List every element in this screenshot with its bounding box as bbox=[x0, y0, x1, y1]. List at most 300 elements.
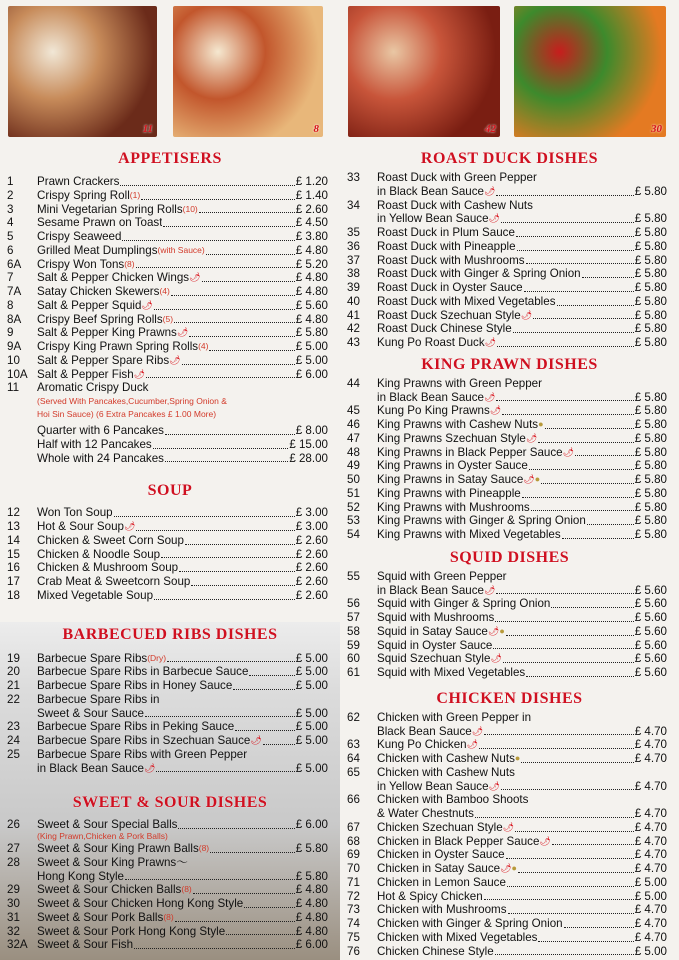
menu-item bbox=[0, 326, 340, 340]
item-name: Sweet & Sour King Prawn Balls bbox=[37, 842, 199, 855]
item-name: Satay Chicken Skewers bbox=[37, 285, 160, 298]
dot-leader bbox=[174, 322, 295, 323]
dot-leader bbox=[531, 510, 634, 511]
menu-item-continued bbox=[340, 584, 679, 598]
menu-item bbox=[0, 175, 340, 189]
duck-option bbox=[0, 452, 340, 466]
item-price: £ 5.80 bbox=[634, 281, 667, 294]
menu-item bbox=[0, 561, 340, 575]
item-name-wrap bbox=[37, 340, 208, 354]
dot-leader bbox=[508, 913, 634, 914]
item-name: Chicken & Noodle Soup bbox=[37, 547, 161, 561]
menu-item bbox=[0, 230, 340, 244]
item-price: £ 5.00 bbox=[634, 889, 667, 903]
item-price: £ 4.70 bbox=[634, 752, 667, 765]
duck-option bbox=[0, 424, 340, 438]
item-name-wrap bbox=[377, 848, 505, 862]
item-name: Barbecue Spare Ribs in Barbecue Sauce bbox=[37, 665, 249, 679]
item-name: Half with 12 Pancakes bbox=[37, 437, 152, 451]
item-name-wrap bbox=[37, 299, 153, 313]
item-number: 65 bbox=[347, 765, 360, 779]
roast-duck-photo bbox=[348, 6, 500, 137]
item-number: 28 bbox=[7, 855, 20, 869]
item-name-wrap bbox=[37, 438, 152, 452]
chili-icon: 🌶 bbox=[189, 272, 201, 283]
item-number: 35 bbox=[347, 226, 360, 239]
item-name: Salt & Pepper Chicken Wings bbox=[37, 271, 190, 285]
item-price: £ 5.00 bbox=[295, 734, 328, 747]
item-number: 39 bbox=[347, 281, 360, 294]
menu-item bbox=[0, 520, 340, 534]
item-number: 8A bbox=[7, 312, 22, 326]
item-number: 73 bbox=[347, 903, 360, 917]
item-number: 19 bbox=[7, 651, 20, 665]
item-name-wrap bbox=[377, 199, 533, 213]
item-name: in Black Bean Sauce bbox=[37, 761, 144, 775]
item-name-wrap bbox=[37, 818, 177, 832]
item-name-wrap bbox=[377, 835, 551, 849]
dot-leader bbox=[497, 346, 634, 347]
item-name-wrap bbox=[377, 309, 532, 323]
item-name: Squid Szechuan Style bbox=[377, 652, 491, 666]
chili-icon: 🌶 bbox=[502, 821, 515, 832]
dot-leader bbox=[496, 195, 633, 196]
item-name: Chicken in Black Pepper Sauce bbox=[377, 834, 540, 848]
item-name: Grilled Meat Dumplings bbox=[37, 243, 158, 257]
item-number: 3 bbox=[7, 202, 14, 216]
item-name-wrap bbox=[377, 514, 586, 528]
item-number: 11 bbox=[7, 381, 20, 395]
item-price: £ 5.20 bbox=[295, 257, 328, 271]
dot-leader bbox=[163, 226, 294, 227]
duck-note-line-2: Hoi Sin Sauce) (6 Extra Pancakes £ 1.00 More) bbox=[37, 409, 217, 419]
chili-icon: 🌶 bbox=[520, 309, 533, 320]
item-name-wrap bbox=[377, 793, 528, 807]
menu-item bbox=[340, 903, 679, 917]
menu-item bbox=[0, 506, 340, 520]
item-name: Barbecue Spare Ribs in Szechuan Sauce bbox=[37, 734, 251, 747]
item-name-wrap bbox=[377, 418, 544, 432]
menu-item bbox=[340, 254, 679, 268]
item-price: £ 1.20 bbox=[295, 175, 328, 188]
item-number: 43 bbox=[347, 336, 360, 349]
item-name-wrap bbox=[377, 903, 507, 917]
item-price: £ 15.00 bbox=[289, 437, 328, 451]
menu-item bbox=[0, 216, 340, 230]
item-name: Roast Duck with Pineapple bbox=[377, 239, 516, 253]
dot-leader bbox=[496, 593, 633, 594]
dot-leader bbox=[524, 291, 634, 292]
item-name-wrap bbox=[37, 506, 113, 520]
item-name-wrap bbox=[37, 679, 232, 693]
item-number: 70 bbox=[347, 862, 360, 875]
item-name: Roast Duck with Mushrooms bbox=[377, 253, 525, 267]
menu-item bbox=[0, 665, 340, 679]
item-price: £ 5.80 bbox=[634, 404, 667, 418]
menu-item bbox=[340, 752, 679, 766]
menu-item bbox=[340, 890, 679, 904]
item-price: £ 4.70 bbox=[634, 724, 667, 738]
duck-pancake-photo bbox=[8, 6, 157, 137]
king-prawn-list bbox=[340, 377, 679, 542]
item-portion: (4) bbox=[159, 286, 170, 296]
item-name-wrap bbox=[37, 520, 135, 534]
item-name-wrap bbox=[377, 766, 515, 780]
item-price: £ 2.60 bbox=[295, 575, 328, 588]
item-name: Roast Duck in Plum Sauce bbox=[377, 226, 515, 239]
dot-leader bbox=[495, 621, 633, 622]
chili-icon: 🌶 bbox=[484, 185, 496, 196]
item-number: 56 bbox=[347, 597, 360, 611]
dot-leader bbox=[156, 771, 294, 772]
menu-item bbox=[340, 226, 679, 240]
item-number: 30 bbox=[7, 897, 20, 910]
item-name: Hot & Sour Soup bbox=[37, 520, 125, 533]
item-name: Squid with Mushrooms bbox=[377, 611, 495, 624]
chili-icon: 🌶 bbox=[176, 327, 189, 338]
salt-pepper-squid-photo bbox=[173, 6, 323, 137]
item-name-wrap bbox=[377, 336, 496, 350]
dot-leader bbox=[501, 789, 634, 790]
item-number: 8 bbox=[7, 298, 14, 312]
item-name: Barbecue Spare Ribs in bbox=[37, 692, 160, 706]
item-name: Sweet & Sour Sauce bbox=[37, 706, 144, 720]
item-price: £ 4.70 bbox=[634, 807, 667, 820]
item-name: Sweet & Sour Pork Hong Kong Style bbox=[37, 924, 226, 938]
item-number: 74 bbox=[347, 917, 360, 930]
menu-item bbox=[340, 931, 679, 945]
dot-leader bbox=[551, 607, 633, 608]
item-name-wrap bbox=[377, 584, 495, 598]
item-name: Roast Duck Szechuan Style bbox=[377, 308, 521, 322]
nut-icon: ● bbox=[538, 419, 544, 429]
item-name: Salt & Pepper Squid bbox=[37, 298, 142, 312]
squid-heading: SQUID DISHES bbox=[449, 548, 570, 566]
menu-item bbox=[0, 911, 340, 925]
chili-icon: 🌶 bbox=[500, 863, 512, 873]
menu-item bbox=[340, 666, 679, 680]
item-name: Crispy Spring Roll bbox=[37, 188, 130, 202]
photo-number: 11 bbox=[142, 123, 153, 135]
chili-icon: 🌶 bbox=[488, 780, 500, 791]
dot-leader bbox=[501, 222, 634, 223]
item-name-wrap bbox=[377, 446, 574, 460]
menu-item bbox=[0, 897, 340, 911]
item-name: Hot & Spicy Chicken bbox=[377, 889, 483, 903]
item-name-wrap bbox=[377, 639, 492, 653]
menu-item bbox=[0, 818, 340, 832]
item-name-wrap bbox=[37, 883, 192, 897]
item-name-wrap bbox=[37, 313, 173, 327]
item-name: Squid in Oyster Sauce bbox=[377, 638, 493, 652]
item-name-wrap bbox=[377, 226, 515, 240]
duck-note-line-1: (Served With Pancakes,Cucumber,Spring Onion & bbox=[37, 396, 227, 406]
dot-leader bbox=[134, 948, 295, 949]
item-name-wrap bbox=[377, 432, 537, 446]
item-price: £ 4.70 bbox=[634, 862, 667, 875]
item-price: £ 5.00 bbox=[295, 720, 328, 734]
menu-item-continued bbox=[340, 185, 679, 199]
item-name-wrap bbox=[37, 216, 162, 230]
item-name: Mini Vegetarian Spring Rolls bbox=[37, 202, 183, 216]
item-price: £ 5.00 bbox=[295, 679, 328, 692]
item-number: 66 bbox=[347, 793, 360, 807]
item-number: 40 bbox=[347, 294, 360, 308]
dot-leader bbox=[206, 254, 295, 255]
item-name-wrap bbox=[37, 589, 153, 603]
item-number: 61 bbox=[347, 666, 360, 679]
menu-item bbox=[340, 281, 679, 295]
dot-leader bbox=[161, 557, 295, 558]
item-name-wrap bbox=[377, 391, 495, 405]
item-number: 6A bbox=[7, 257, 22, 271]
item-name: Roast Duck with Ginger & Spring Onion bbox=[377, 267, 581, 281]
item-price: £ 4.80 bbox=[295, 243, 328, 257]
item-price: £ 1.40 bbox=[295, 188, 328, 202]
item-name-wrap bbox=[377, 377, 542, 391]
item-name: Hong Kong Style bbox=[37, 869, 125, 883]
menu-item bbox=[0, 679, 340, 693]
item-number: 41 bbox=[347, 308, 360, 322]
item-number: 12 bbox=[7, 506, 20, 520]
menu-item bbox=[340, 862, 679, 876]
item-number: 71 bbox=[347, 875, 360, 889]
dot-leader bbox=[141, 199, 295, 200]
item-number: 2 bbox=[7, 188, 14, 202]
item-number: 36 bbox=[347, 239, 360, 253]
dot-leader bbox=[506, 635, 634, 636]
item-name-wrap bbox=[377, 597, 550, 611]
item-price: £ 4.70 bbox=[634, 779, 667, 793]
item-name: Sweet & Sour Chicken Hong Kong Style bbox=[37, 897, 244, 910]
dot-leader bbox=[146, 377, 295, 378]
menu-item bbox=[340, 917, 679, 931]
item-number: 25 bbox=[7, 747, 20, 761]
item-name: Squid with Green Pepper bbox=[377, 569, 507, 583]
item-name: in Black Bean Sauce bbox=[377, 184, 484, 198]
item-name-wrap bbox=[37, 762, 155, 776]
item-price: £ 5.00 bbox=[295, 651, 328, 665]
dot-leader bbox=[518, 872, 634, 873]
item-name: King Prawns Szechuan Style bbox=[377, 431, 526, 445]
dot-leader bbox=[120, 185, 294, 186]
item-name-wrap bbox=[37, 652, 166, 666]
item-name-wrap bbox=[37, 548, 160, 562]
dot-leader bbox=[202, 281, 295, 282]
item-number: 54 bbox=[347, 528, 360, 541]
sweet-sour-chicken-photo bbox=[514, 6, 666, 137]
dot-leader bbox=[233, 689, 294, 690]
item-name-wrap bbox=[37, 203, 198, 217]
bbq-heading: BARBECUED RIBS DISHES bbox=[62, 625, 278, 643]
item-price: £ 5.60 bbox=[634, 624, 667, 638]
item-portion: (4) bbox=[198, 341, 209, 351]
dot-leader bbox=[122, 240, 294, 241]
item-name-wrap bbox=[377, 322, 512, 336]
item-name: Roast Duck Chinese Style bbox=[377, 322, 512, 336]
item-name-wrap bbox=[37, 925, 225, 939]
item-number: 7 bbox=[7, 271, 14, 285]
chili-icon: 🌶 bbox=[484, 337, 497, 347]
item-number: 9 bbox=[7, 326, 14, 340]
menu-item bbox=[0, 652, 340, 666]
item-portion: (8) bbox=[198, 843, 210, 853]
menu-item bbox=[340, 611, 679, 625]
menu-item-continued bbox=[340, 391, 679, 405]
item-price: £ 5.80 bbox=[634, 473, 667, 486]
menu-item bbox=[340, 418, 679, 432]
dot-leader bbox=[165, 461, 288, 462]
item-name: King Prawns with Ginger & Spring Onion bbox=[377, 514, 586, 528]
menu-item bbox=[0, 299, 340, 313]
item-number: 16 bbox=[7, 561, 20, 575]
item-name-wrap bbox=[37, 748, 247, 762]
menu-item-continued bbox=[340, 807, 679, 821]
dot-leader bbox=[125, 879, 295, 880]
chili-icon: 🌶 bbox=[169, 354, 181, 365]
item-name-wrap bbox=[37, 720, 234, 734]
item-name: in Yellow Bean Sauce bbox=[377, 212, 489, 226]
dot-leader bbox=[562, 538, 634, 539]
menu-item bbox=[0, 575, 340, 589]
item-price: £ 4.70 bbox=[634, 903, 667, 917]
item-price: £ 5.80 bbox=[634, 390, 667, 404]
item-number: 6 bbox=[7, 243, 14, 257]
item-name-wrap bbox=[377, 267, 581, 281]
menu-item bbox=[340, 835, 679, 849]
item-number: 33 bbox=[347, 171, 360, 184]
item-price: £ 5.80 bbox=[634, 294, 667, 308]
item-price: £ 5.00 bbox=[295, 706, 328, 720]
item-number: 13 bbox=[7, 520, 20, 533]
roast-duck-heading: ROAST DUCK DISHES bbox=[420, 150, 599, 167]
roast-duck-list bbox=[340, 171, 679, 350]
dot-leader bbox=[496, 400, 633, 401]
item-name-wrap bbox=[37, 693, 159, 707]
chili-icon: 🌶 bbox=[124, 521, 136, 531]
item-portion: (Dry) bbox=[147, 652, 167, 663]
item-price: £ 4.70 bbox=[634, 917, 667, 930]
item-name: Squid with Ginger & Spring Onion bbox=[377, 597, 551, 611]
menu-item bbox=[340, 625, 679, 639]
dot-leader bbox=[249, 675, 294, 676]
king-prawn-heading: KING PRAWN DISHES bbox=[421, 355, 598, 373]
item-price: £ 5.80 bbox=[634, 514, 667, 528]
item-note: (King Prawn,Chicken & Pork Balls) bbox=[37, 831, 168, 841]
menu-item bbox=[0, 589, 340, 603]
item-name: Chicken with Green Pepper in bbox=[377, 710, 532, 724]
dot-leader bbox=[575, 455, 634, 456]
item-price: £ 5.80 bbox=[634, 226, 667, 239]
menu-item bbox=[0, 693, 340, 707]
duck-options bbox=[0, 424, 340, 465]
item-name: Crispy Seaweed bbox=[37, 230, 122, 243]
item-portion: (8) bbox=[181, 884, 192, 895]
item-price: £ 2.60 bbox=[295, 533, 328, 547]
menu-item bbox=[0, 271, 340, 285]
item-price: £ 28.00 bbox=[289, 451, 328, 465]
item-number: 7A bbox=[7, 285, 22, 298]
item-name: Sweet & Sour Special Balls bbox=[37, 818, 178, 832]
menu-item bbox=[340, 295, 679, 309]
menu-item bbox=[0, 938, 340, 952]
item-price: £ 5.60 bbox=[634, 638, 667, 652]
item-name: Chicken with Bamboo Shoots bbox=[377, 793, 529, 807]
dot-leader bbox=[136, 530, 294, 531]
item-number: 22 bbox=[7, 692, 20, 706]
item-portion: (1) bbox=[129, 189, 141, 200]
item-price: £ 5.80 bbox=[634, 308, 667, 322]
item-name: King Prawns in Black Pepper Sauce bbox=[377, 445, 563, 459]
item-price: £ 5.80 bbox=[634, 459, 667, 473]
item-number: 57 bbox=[347, 611, 360, 624]
menu-item bbox=[340, 459, 679, 473]
item-number: 32A bbox=[7, 938, 28, 952]
item-price: £ 5.60 bbox=[634, 611, 667, 624]
item-name-wrap bbox=[377, 752, 520, 766]
item-name-wrap bbox=[377, 473, 540, 487]
item-number: 20 bbox=[7, 665, 20, 679]
chili-icon: 🌶 bbox=[539, 835, 551, 846]
dot-leader bbox=[513, 332, 634, 333]
appetisers-list bbox=[0, 175, 340, 381]
menu-item bbox=[340, 322, 679, 336]
menu-item bbox=[340, 821, 679, 835]
dot-leader bbox=[244, 907, 295, 908]
item-name-wrap bbox=[377, 625, 505, 639]
item-portion: (8) bbox=[163, 911, 174, 922]
item-number: 29 bbox=[7, 883, 20, 897]
item-name-wrap bbox=[37, 897, 243, 911]
dot-leader bbox=[182, 364, 295, 365]
item-name-wrap bbox=[377, 404, 501, 418]
menu-item bbox=[340, 570, 679, 584]
dot-leader bbox=[154, 599, 295, 600]
menu-item bbox=[340, 514, 679, 528]
dot-leader bbox=[526, 676, 634, 677]
item-name-wrap bbox=[377, 738, 478, 752]
item-number: 52 bbox=[347, 500, 360, 514]
item-name-wrap bbox=[377, 917, 563, 931]
item-price: £ 5.80 bbox=[634, 253, 667, 267]
dot-leader bbox=[521, 762, 633, 763]
dot-leader bbox=[545, 428, 634, 429]
dot-leader bbox=[517, 250, 634, 251]
dot-leader bbox=[171, 295, 295, 296]
item-price: £ 5.00 bbox=[295, 353, 328, 367]
item-price: £ 4.80 bbox=[295, 924, 328, 938]
item-name-wrap bbox=[37, 561, 178, 575]
item-number: 34 bbox=[347, 198, 360, 212]
item-price: £ 5.00 bbox=[634, 875, 667, 889]
photo-number: 8 bbox=[313, 123, 319, 135]
chili-icon: 🌶 bbox=[250, 735, 262, 745]
item-price: £ 4.70 bbox=[634, 848, 667, 862]
item-price: £ 4.70 bbox=[634, 820, 667, 834]
item-number: 67 bbox=[347, 820, 360, 834]
item-portion: (8) bbox=[124, 258, 135, 269]
item-name-wrap bbox=[37, 707, 144, 721]
item-name-wrap bbox=[377, 862, 517, 876]
item-number: 31 bbox=[7, 910, 20, 924]
item-name: Mixed Vegetable Soup bbox=[37, 588, 154, 602]
item-name: Chicken with Mixed Vegetables bbox=[377, 930, 538, 944]
item-name-wrap bbox=[377, 931, 537, 945]
item-name: Roast Duck with Cashew Nuts bbox=[377, 198, 533, 212]
item-price: £ 6.00 bbox=[295, 818, 328, 832]
nut-icon: ● bbox=[514, 753, 521, 763]
item-number: 21 bbox=[7, 679, 20, 692]
